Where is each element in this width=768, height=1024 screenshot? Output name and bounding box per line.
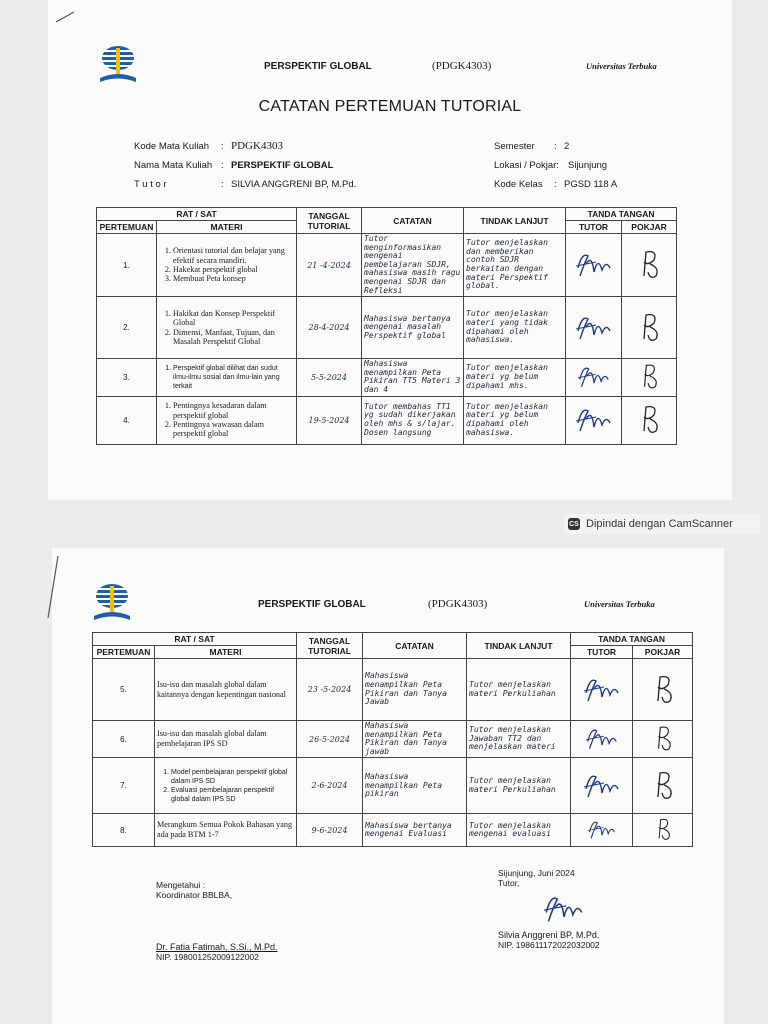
university-name: Universitas Terbuka xyxy=(586,61,657,71)
course-title: PERSPEKTIF GLOBAL xyxy=(258,599,366,610)
tutor-signature-icon xyxy=(572,399,616,439)
tutor-signature-icon xyxy=(580,815,624,843)
course-info-left: Kode Mata Kuliah : PDGK4303 Nama Mata Kuliah : PERSPEKTIF GLOBAL T u t o r : SILVIA ANGGRENI BP, M.Pd. xyxy=(134,137,356,194)
rat-sat-header: RAT / SAT xyxy=(97,208,297,221)
tanggal-header: TANGGAL TUTORIAL xyxy=(297,208,362,234)
pokjar-signature-icon xyxy=(648,815,678,843)
tutor-signature-icon xyxy=(534,888,594,928)
tanggal-cell: 26-5-2024 xyxy=(297,721,363,758)
tanda-tangan-header: TANDA TANGAN xyxy=(566,208,677,221)
pokjar-signature-icon xyxy=(648,722,678,754)
university-name: Universitas Terbuka xyxy=(584,599,655,609)
tutor-header: TUTOR xyxy=(571,646,633,659)
table-row: 2. 1. Hakikat dan Konsep Perspektif Global 2. Dimensi, Manfaat, Tujuan, dan Masalah Perspektif Global 28-4-2024 Mahasiswa bertanya mengenai masalah Perspektif global Tutor menjelaskan materi yang tidak dipahami oleh mahasiswa. xyxy=(97,297,677,359)
pokjar-signature-icon xyxy=(648,669,678,709)
tindak-lanjut-cell: Tutor menjelaskan materi yang tidak dipahami oleh mahasiswa. xyxy=(464,297,566,359)
tutorial-table-1 xyxy=(96,207,677,445)
camscanner-text: Dipindai dengan CamScanner xyxy=(586,518,733,530)
table-row: 4. 1. Pentingnya kesadaran dalam perspektif global 2. Pentingnya wawasan dalam perspektif global 19-5-2024 Tutor membahas TT1 yg sudah dikerjakan oleh mhs & s/lajar. Dosen langsung Tutor menjelaskan materi yg belum dipahami oleh mahasiswa. xyxy=(97,396,677,444)
pokjar-signature-icon xyxy=(634,309,664,345)
pokjar-signature-icon xyxy=(634,360,664,392)
catatan-cell: Tutor menginformasikan mengenai pembelajaran SDJR, mahasiswa masih ragu mengenai SDJR dan Refleksi xyxy=(362,234,464,297)
tindak-lanjut-cell: Tutor menjelaskan materi Perkuliahan xyxy=(467,758,571,814)
tutor-name-value: SILVIA ANGGRENI BP, M.Pd. xyxy=(231,179,357,190)
coordinator-name: Dr. Fatia Fatimah, S.Si., M.Pd. xyxy=(156,942,278,952)
materi-header: MATERI xyxy=(157,221,297,234)
course-info-right: Semester : 2 Lokasi / Pokjar: Sijunjung Kode Kelas : PGSD 118 A xyxy=(494,137,617,194)
tindak-lanjut-cell: Tutor menjelaskan Jawaban TT2 dan menjelaskan materi xyxy=(467,721,571,758)
tanggal-cell: 5-5-2024 xyxy=(297,359,362,396)
catatan-cell: Mahasiswa bertanya mengenai Evaluasi xyxy=(363,814,467,847)
tutor-name: Silvia Anggreni BP, M.Pd. xyxy=(498,930,600,940)
table-row: 8. Merangkum Semua Pokok Bahasan yang ada pada BTM 1-7 9-6-2024 Mahasiswa bertanya mengenai Evaluasi Tutor menjelaskan mengenai evaluasi xyxy=(93,814,693,847)
catatan-cell: Tutor membahas TT1 yg sudah dikerjakan oleh mhs & s/lajar. Dosen langsung xyxy=(362,396,464,444)
tanggal-cell: 9-6-2024 xyxy=(297,814,363,847)
tanda-tangan-header: TANDA TANGAN xyxy=(571,633,693,646)
tindak-lanjut-header: TINDAK LANJUT xyxy=(464,208,566,234)
catatan-cell: Mahasiswa bertanya mengenai masalah Perspektif global xyxy=(362,297,464,359)
catatan-cell: Mahasiswa menampilkan Peta pikiran xyxy=(363,758,467,814)
catatan-cell: Mahasiswa menampilkan Peta Pikiran dan Tanya jawab xyxy=(363,721,467,758)
pokjar-header: POKJAR xyxy=(622,221,677,234)
tutor-signature-icon xyxy=(580,669,624,709)
course-title: PERSPEKTIF GLOBAL xyxy=(264,61,372,72)
catatan-cell: Mahasiswa menampilkan Peta Pikiran TT5 Materi 3 dan 4 xyxy=(362,359,464,396)
tutor-signature-icon xyxy=(580,765,624,805)
tindak-lanjut-cell: Tutor menjelaskan materi yg belum dipahami oleh mahasiswa. xyxy=(464,396,566,444)
tutor-signature-icon xyxy=(572,246,616,282)
tanggal-cell: 23 -5-2024 xyxy=(297,659,363,721)
pokjar-signature-icon xyxy=(634,246,664,282)
scanned-page-2 xyxy=(52,548,724,1024)
tutor-header: TUTOR xyxy=(566,221,622,234)
course-name-value: PERSPEKTIF GLOBAL xyxy=(231,160,334,171)
scanned-page-1 xyxy=(48,0,732,500)
catatan-cell: Mahasiswa menampilkan Peta Pikiran dan Tanya Jawab xyxy=(363,659,467,721)
coordinator-nip: NIP. 198001252009122002 xyxy=(156,952,259,962)
table-row: 1. 1. Orientasi tutorial dan belajar yang efektif secara mandiri. 2. Hakekat perspektif global 3. Membuat Peta konsep 21 -4-2024 Tutor menginformasikan mengenai pembelajaran SDJR, mahasiswa masih ragu mengenai SDJR dan Refleksi Tutor menjelaskan dan memberikan contoh SDJR berkaitan dengan materi Perspektif global. xyxy=(97,234,677,297)
table-row: 6. Isu-isu dan masalah global dalam pembelajaran IPS SD 26-5-2024 Mahasiswa menampilkan Peta Pikiran dan Tanya jawab Tutor menjelaskan Jawaban TT2 dan menjelaskan materi xyxy=(93,721,693,758)
kode-kelas-value: PGSD 118 A xyxy=(564,179,618,190)
table-row: 7. 1. Model pembelajaran perspektif global dalam IPS SD 2. Evaluasi pembelajaran perspektif global dalam IPS SD 2-6-2024 Mahasiswa menampilkan Peta pikiran Tutor menjelaskan materi Perkuliahan xyxy=(93,758,693,814)
tanggal-cell: 2-6-2024 xyxy=(297,758,363,814)
camscanner-icon: CS xyxy=(568,518,580,530)
table-row: 5. Isu-isu dan masalah global dalam kaitannya dengan kepentingan nasional 23 -5-2024 Mahasiswa menampilkan Peta Pikiran dan Tanya Jawab Tutor menjelaskan materi Perkuliahan xyxy=(93,659,693,721)
tutor-signature-icon xyxy=(572,309,616,345)
rat-sat-header: RAT / SAT xyxy=(93,633,297,646)
ut-logo-icon xyxy=(98,44,138,88)
tindak-lanjut-cell: Tutor menjelaskan materi Perkuliahan xyxy=(467,659,571,721)
tindak-lanjut-header: TINDAK LANJUT xyxy=(467,633,571,659)
catatan-header: CATATAN xyxy=(363,633,467,659)
table-row: 3. 1. Perspektif global dilihat dari sudut ilmu-ilmu sosial dan ilmu-lain yang terkait 5-5-2024 Mahasiswa menampilkan Peta Pikiran TT5 Materi 3 dan 4 Tutor menjelaskan materi yg belum dipahami mhs. xyxy=(97,359,677,396)
tanggal-cell: 21 -4-2024 xyxy=(297,234,362,297)
ut-logo-icon xyxy=(92,582,132,626)
pokjar-header: POKJAR xyxy=(633,646,693,659)
page-title: CATATAN PERTEMUAN TUTORIAL xyxy=(258,98,522,115)
lokasi-value: Sijunjung xyxy=(568,160,608,171)
footer-tutor: Sijunjung, Juni 2024 Tutor, Silvia Anggreni BP, M.Pd. NIP. 198611172022032002 xyxy=(498,868,600,950)
tanggal-cell: 28-4-2024 xyxy=(297,297,362,359)
pokjar-signature-icon xyxy=(648,765,678,805)
tanggal-header: TANGGAL TUTORIAL xyxy=(297,633,363,659)
tutorial-table-2 xyxy=(92,632,693,847)
tindak-lanjut-cell: Tutor menjelaskan mengenai evaluasi xyxy=(467,814,571,847)
pen-mark xyxy=(46,554,60,620)
tutor-signature-icon xyxy=(580,722,624,754)
pertemuan-header: PERTEMUAN xyxy=(97,221,157,234)
materi-header: MATERI xyxy=(155,646,297,659)
pokjar-signature-icon xyxy=(634,399,664,439)
tutor-nip: NIP. 198611172022032002 xyxy=(498,940,600,950)
pertemuan-header: PERTEMUAN xyxy=(93,646,155,659)
course-code-value: PDGK4303 xyxy=(231,140,283,152)
tanggal-cell: 19-5-2024 xyxy=(297,396,362,444)
course-code: (PDGK4303) xyxy=(428,598,488,610)
tindak-lanjut-cell: Tutor menjelaskan dan memberikan contoh SDJR berkaitan dengan materi Perspektif global. xyxy=(464,234,566,297)
camscanner-badge xyxy=(564,514,760,534)
footer-coordinator: Mengetahui : Koordinator BBLBA, Dr. Fatia Fatimah, S.Si., M.Pd. NIP. 198001252009122002 xyxy=(156,880,278,962)
tindak-lanjut-cell: Tutor menjelaskan materi yg belum dipahami mhs. xyxy=(464,359,566,396)
tutor-signature-icon xyxy=(572,360,616,392)
catatan-header: CATATAN xyxy=(362,208,464,234)
semester-value: 2 xyxy=(564,141,570,152)
pen-mark xyxy=(54,10,76,24)
course-code: (PDGK4303) xyxy=(432,60,492,72)
